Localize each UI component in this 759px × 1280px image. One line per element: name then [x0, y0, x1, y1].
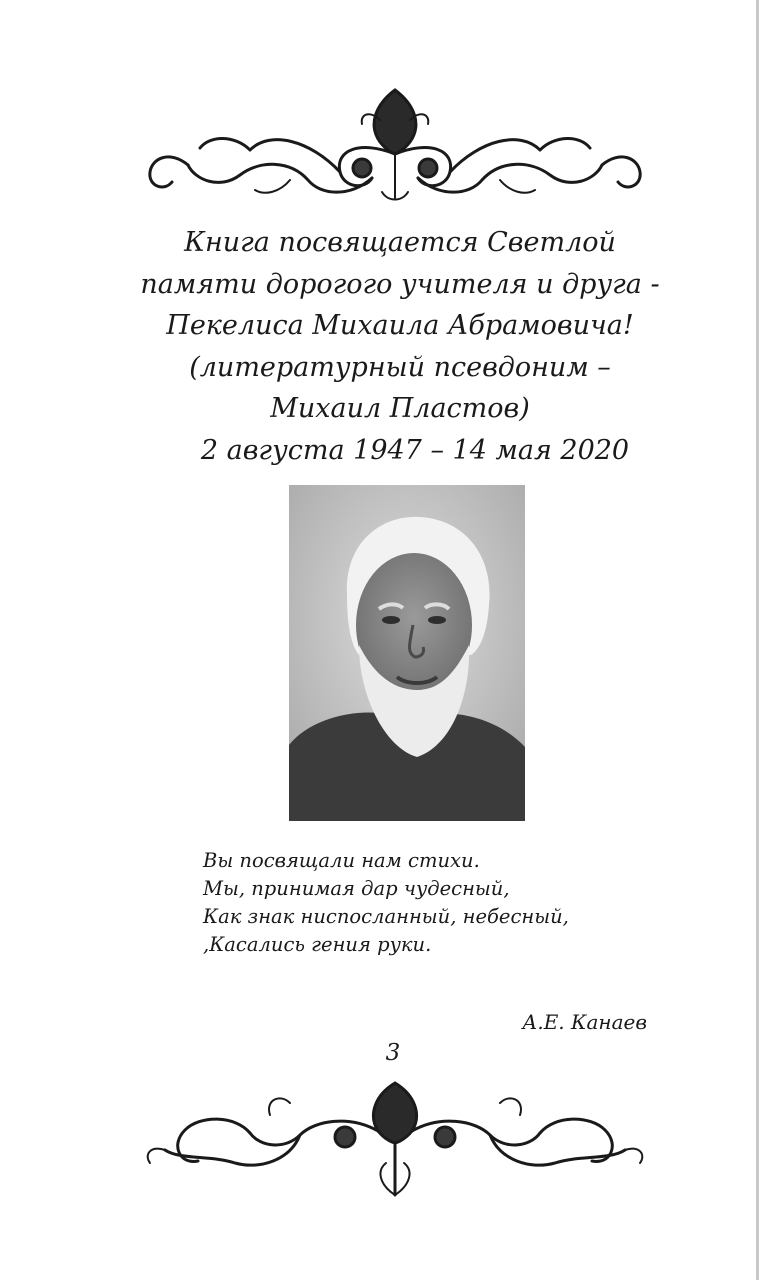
poem — [203, 847, 683, 959]
dedication-line: (литературный псевдоним – — [189, 351, 611, 383]
poem-line: Мы, принимая дар чудесный, — [203, 877, 510, 900]
dedication-line: Книга посвящается Светлой — [184, 227, 616, 258]
portrait-photo — [289, 485, 525, 821]
author-signature: А.Е. Канаев — [522, 1010, 647, 1034]
dedication — [100, 222, 700, 471]
dedication-line: Пекелиса Михаила Абрамовича! — [166, 310, 634, 341]
dedication-line: Михаил Пластов) — [270, 393, 530, 424]
life-dates: 2 августа 1947 – 14 мая 2020 — [200, 434, 630, 466]
dedication-line: памяти дорогого учителя и друга - — [140, 268, 660, 300]
poem-line: Как знак ниспосланный, небесный, — [203, 905, 569, 928]
page-number: 3 — [385, 1040, 401, 1066]
poem-line: Вы посвящали нам стихи. — [203, 849, 480, 872]
poem-line: ,Касались гения руки. — [203, 933, 432, 956]
top-ornament — [140, 80, 650, 210]
bottom-ornament — [140, 1075, 650, 1205]
